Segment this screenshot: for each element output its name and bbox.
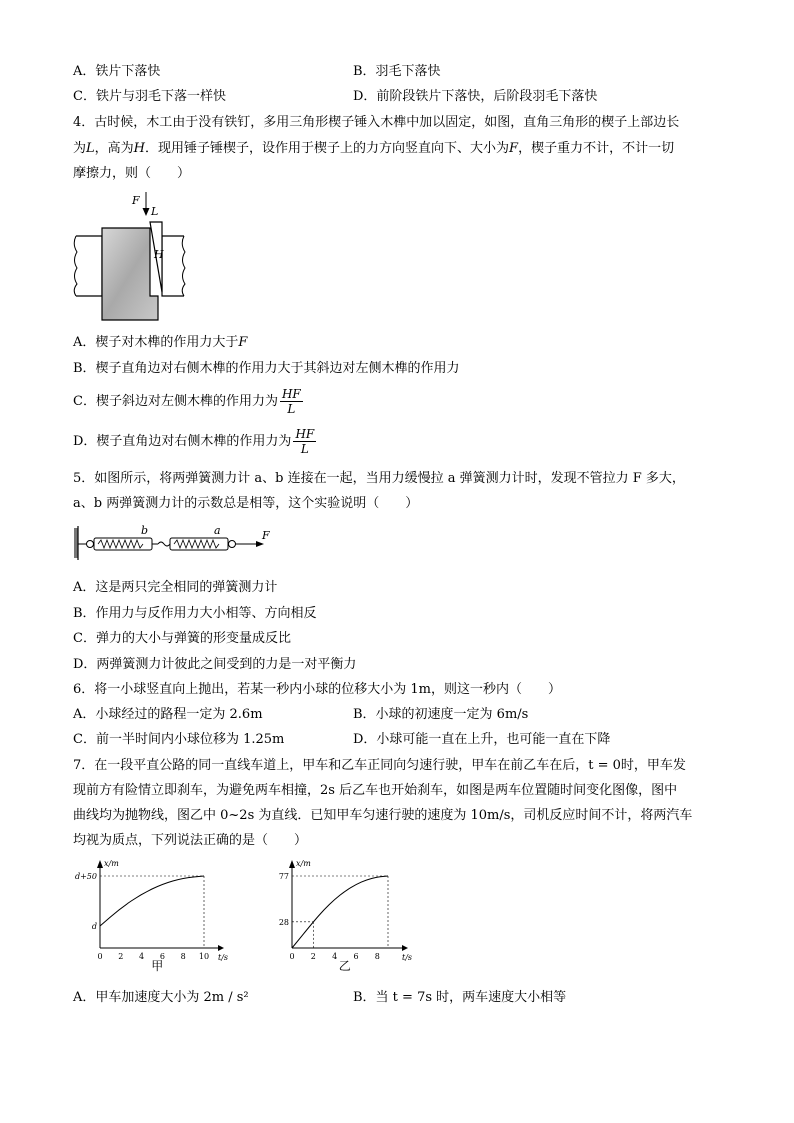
q5-stem-line1: 5．如图所示，将两弹簧测力计 a、b 连接在一起，当用力缓慢拉 a 弹簧测力计时，发现不管拉力 F 多大， (73, 471, 685, 486)
y-tick-label: 28 (278, 917, 289, 927)
q5-option-c: C．弹力的大小与弹簧的形变量成反比 (73, 631, 291, 646)
x-tick-label: 4 (139, 952, 145, 961)
x-tick-label: 0 (289, 952, 295, 961)
x-axis-arrow (218, 945, 224, 951)
y-tick-label: 77 (278, 872, 289, 881)
x-tick-label: 4 (332, 952, 338, 961)
q7-chart-yi (272, 856, 422, 971)
q5-fig-label-f: F (262, 529, 270, 542)
y-tick-label: d+50 (74, 872, 97, 881)
q4-option-a: A．楔子对木榫的作用力大于F (73, 335, 248, 350)
x-tick-label: 2 (310, 952, 316, 961)
q7-stem-line1: 7．在一段平直公路的同一直线车道上，甲车和乙车正同向匀速行驶，甲车在前乙车在后，t = 0时，甲车发 (73, 758, 686, 773)
q3-option-d: D．前阶段铁片下落快，后阶段羽毛下落快 (353, 89, 598, 104)
x-tick-label: 8 (374, 952, 380, 961)
q3-option-a: A．铁片下落快 (73, 64, 161, 79)
q5-fig-label-b: b (141, 524, 149, 537)
q6-option-d: D．小球可能一直在上升，也可能一直在下降 (353, 732, 611, 747)
q4-stem-line2: 为L，高为H．现用锤子锤楔子，设作用于楔子上的力方向竖直向下、大小为F，楔子重力不计，不计一切 (73, 141, 675, 156)
q4-option-b: B．楔子直角边对右侧木榫的作用力大于其斜边对左侧木榫的作用力 (73, 361, 460, 376)
q4-option-d-fraction: $\frac{HF}{L}$ (295, 427, 315, 456)
x-tick-label: 0 (97, 952, 103, 961)
q7-chart-jia (74, 856, 230, 973)
x-tick-label: 6 (159, 952, 165, 961)
y-axis-arrow (97, 860, 103, 868)
chart-title: 乙 (338, 959, 351, 973)
q4-option-c-fraction: $\frac{HF}{L}$ (281, 387, 301, 416)
series-line (292, 876, 388, 948)
q7-stem-line4: 均视为质点，下列说法正确的是（ ） (73, 833, 308, 848)
y-tick-label: d (91, 922, 97, 931)
x-axis-label: t/s (402, 953, 413, 962)
q3-option-b: B．羽毛下落快 (353, 64, 441, 79)
chart-title: 甲 (151, 959, 164, 973)
q6-option-b: B．小球的初速度一定为 6m/s (353, 707, 529, 722)
q7-stem-line3: 曲线均为抛物线，图乙中 0~2s 为直线．已知甲车匀速行驶的速度为 10m/s，司机反应时间不计，将两汽车 (73, 808, 693, 823)
q7-option-a: A．甲车加速度大小为 2m / s² (73, 990, 249, 1005)
x-tick-label: 10 (198, 952, 210, 961)
q5-fig-label-a: a (214, 524, 221, 537)
q4-stem-line3: 摩擦力，则（ ） (73, 166, 191, 181)
q6-stem: 6．将一小球竖直向上抛出，若某一秒内小球的位移大小为 1m，则这一秒内（ ） (73, 682, 562, 697)
y-axis-label: x/m (296, 859, 311, 868)
y-axis-label: x/m (104, 859, 119, 868)
q6-option-a: A．小球经过的路程一定为 2.6m (73, 707, 263, 722)
q5-option-a: A．这是两只完全相同的弹簧测力计 (73, 580, 278, 595)
q5-stem-line2: a、b 两弹簧测力计的示数总是相等，这个实验说明（ ） (73, 496, 419, 511)
q7-stem-line2: 现前方有险情立即刹车，为避免两车相撞，2s 后乙车也开始刹车，如图是两车位置随时间变化图像，图中 (73, 783, 678, 798)
q4-wedge-figure (70, 188, 190, 328)
q4-option-c: C．楔子斜边对左侧木榫的作用力为 $\frac{HF}{L}$ (73, 387, 301, 416)
x-axis-arrow (402, 945, 408, 951)
series-line (100, 876, 204, 926)
q4-fig-label-l: L (151, 205, 159, 218)
q4-option-d: D．楔子直角边对右侧木榫的作用力为 $\frac{HF}{L}$ (73, 427, 315, 456)
y-axis-arrow (289, 860, 295, 868)
q5-option-d: D．两弹簧测力计彼此之间受到的力是一对平衡力 (73, 657, 357, 672)
q7-option-b: B．当 t = 7s 时，两车速度大小相等 (353, 990, 567, 1005)
x-axis-label: t/s (218, 953, 229, 962)
q5-option-b: B．作用力与反作用力大小相等、方向相反 (73, 606, 317, 621)
q5-spring-scales-figure (70, 522, 280, 562)
q6-option-c: C．前一半时间内小球位移为 1.25m (73, 732, 285, 747)
q4-fig-label-f: F (132, 194, 140, 207)
x-tick-label: 2 (118, 952, 124, 961)
q4-fig-label-h: H (154, 248, 164, 261)
x-tick-label: 8 (180, 952, 186, 961)
x-tick-label: 6 (353, 952, 359, 961)
q3-option-c: C．铁片与羽毛下落一样快 (73, 89, 226, 104)
q4-stem-line1: 4．古时候，木工由于没有铁钉，多用三角形楔子锤入木榫中加以固定，如图，直角三角形的楔子上部边长 (73, 115, 680, 130)
